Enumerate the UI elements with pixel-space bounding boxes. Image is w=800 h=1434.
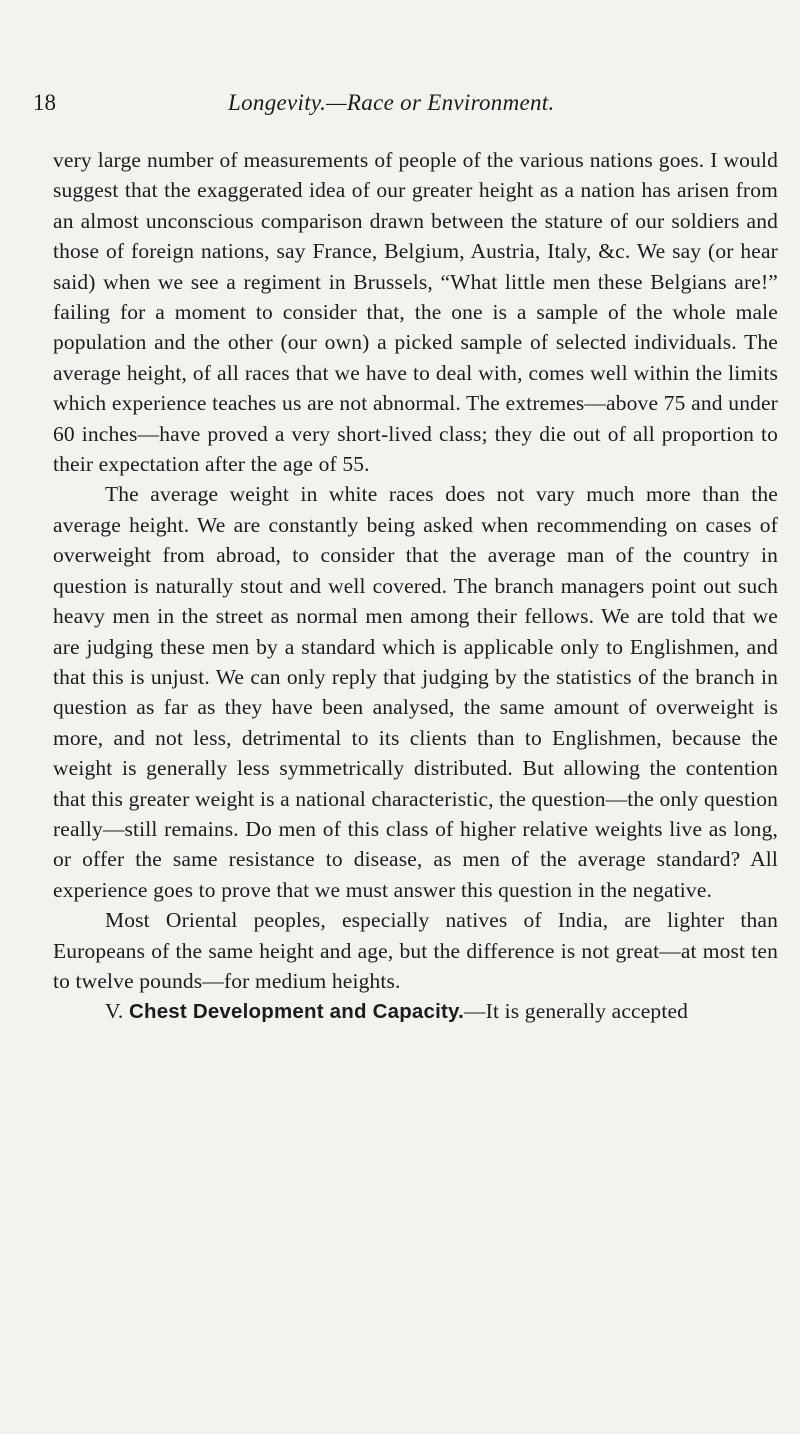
body-text — [53, 145, 778, 1028]
running-head: Longevity.—Race or Environment. — [228, 90, 555, 115]
section-number: V. — [105, 999, 124, 1024]
section-heading: Chest Development and Capacity. — [128, 1000, 465, 1024]
page-header — [0, 90, 800, 130]
page-number: 18 — [33, 90, 56, 115]
paragraph-average-weight: The average weight in white races does not vary much more than the average height. We are constantly being asked when recommending on cases of overweight from abroad, to consider that the average man of the country in question is naturally stout and well covered. The branch managers point out such heavy men in the street as normal men among their fellows. We are told that we are judging these men by a standard which is applicable only to Englishmen, and that this is unjust. We can only reply that judging by the statistics of the branch in question as far as they have been analysed, the same amount of overweight is more, and not less, detrimental to its clients than to Englishmen, because the weight is generally less symmetrically distributed. But allowing the contention that this greater weight is a national characteristic, the question—the only question really—still remains. Do men of this class of higher relative weights live as long, or offer the same resistance to disease, as men of the average standard? All experience goes to prove that we must answer this question in the negative. — [53, 482, 778, 902]
paragraph-continuation: very large number of measurements of people of the various nations goes. I would suggest that the exaggerated idea of our greater height as a nation has arisen from an almost unconscious comparison drawn between the stature of our soldiers and those of foreign nations, say France, Belgium, Austria, Italy, &c. We say (or hear said) when we see a regiment in Brussels, “What little men these Belgians are!” failing for a moment to consider that, the one is a sample of the whole male population and the other (our own) a picked sample of selected individuals. The average height, of all races that we have to deal with, comes well within the limits which experience teaches us are not abnormal. The extremes—above 75 and under 60 inches—have proved a very short-lived class; they die out of all proportion to their expectation after the age of 55. — [53, 148, 778, 477]
section-paragraph — [53, 996, 778, 1027]
paragraph-oriental-peoples: Most Oriental peoples, especially natives of India, are lighter than Europeans of the same height and age, but the difference is not great—at most ten to twelve pounds—for medium heights. — [53, 908, 778, 993]
section-text: —It is generally accepted — [464, 999, 689, 1024]
